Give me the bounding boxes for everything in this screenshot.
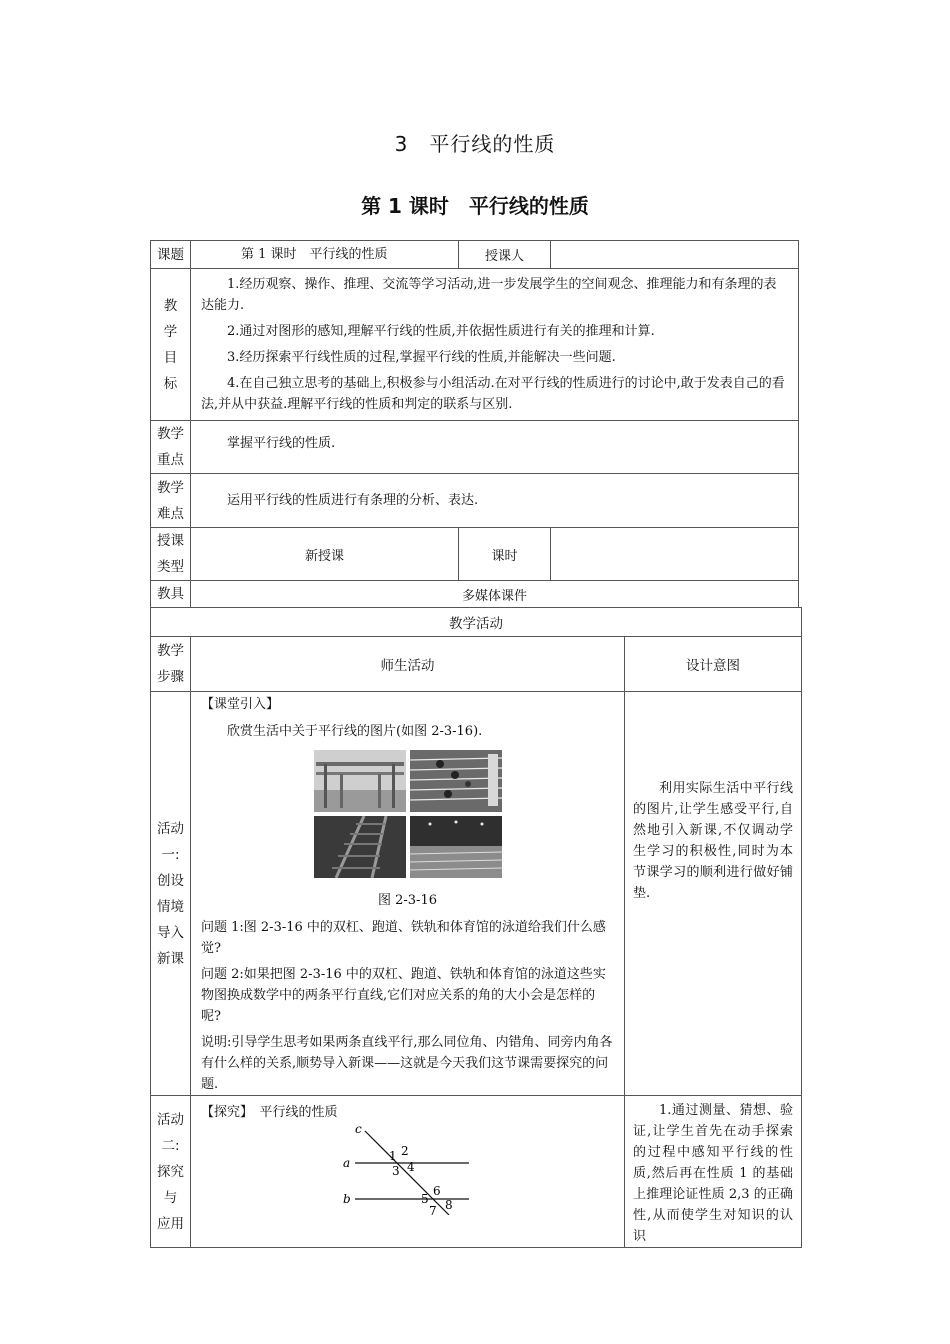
type-label: 授课 类型 [151, 528, 191, 581]
railway-photo [314, 816, 406, 878]
activity-2-label: 活动 二: 探究 与 应用 [151, 1096, 191, 1248]
difficulty-point: 运用平行线的性质进行有条理的分析、表达. [191, 474, 799, 528]
angle-5: 5 [421, 1192, 429, 1206]
parallel-bars-photo [314, 750, 406, 812]
activity-1-content [191, 692, 625, 1096]
transversal-figure [337, 1123, 487, 1215]
goal-item: 3.经历探索平行线性质的过程,掌握平行线的性质,并能解决一些问题. [227, 350, 616, 365]
swimming-pool-photo [410, 816, 502, 878]
lesson-subtitle: 第 1 课时 平行线的性质 [361, 194, 589, 218]
activity-1-intent: 利用实际生活中平行线的图片,让学生感受平行,自然地引入新课,不仅调动学生学习的积极性,同时为本节课学习的顺利进行做好铺垫. [625, 692, 802, 1096]
figure-2-3-16 [314, 750, 502, 878]
angle-3: 3 [392, 1164, 400, 1178]
goals-label: 教 学 目 标 [151, 269, 191, 421]
teacher-label: 授课人 [459, 241, 551, 269]
intro-text: 欣赏生活中关于平行线的图片(如图 2-3-16). [227, 724, 483, 739]
label-c: c [355, 1123, 362, 1136]
activity-2-content [191, 1096, 625, 1248]
label-b: b [343, 1192, 351, 1206]
lesson-title: 3 平行线的性质 [394, 132, 556, 156]
goals-list [191, 269, 799, 421]
question-1: 问题 1:图 2-3-16 中的双杠、跑道、铁轨和体育馆的泳道给我们什么感觉? [201, 920, 606, 956]
angle-2: 2 [401, 1144, 409, 1158]
topic-value: 第 1 课时 平行线的性质 [191, 241, 459, 269]
activity-2-intent: 1.通过测量、猜想、验证,让学生首先在动手探索的过程中感知平行线的性质,然后再在性质 1 的基础上推理论证性质 2,3 的正确性,从而使学生对知识的认识 [625, 1096, 802, 1248]
hours-label: 课时 [459, 528, 551, 581]
type-value: 新授课 [191, 528, 459, 581]
angle-8: 8 [445, 1198, 453, 1212]
angle-1: 1 [389, 1149, 397, 1163]
activities-table [150, 607, 802, 1248]
col-intent: 设计意图 [625, 637, 802, 692]
topic-label: 课题 [151, 241, 191, 269]
hours-value [551, 528, 799, 581]
difficulty-label: 教学 难点 [151, 474, 191, 528]
label-a: a [343, 1156, 351, 1170]
col-step: 教学 步骤 [151, 637, 191, 692]
tools-label: 教具 [151, 581, 191, 608]
angle-4: 4 [407, 1160, 415, 1174]
key-label: 教学 重点 [151, 421, 191, 474]
teacher-value [551, 241, 799, 269]
lesson-info-table [150, 240, 799, 608]
section-heading: 【探究】 平行线的性质 [201, 1105, 338, 1120]
tools-value: 多媒体课件 [191, 581, 799, 608]
running-track-photo [410, 750, 502, 812]
goal-item: 4.在自己独立思考的基础上,积极参与小组活动.在对平行线的性质进行的讨论中,敢于发表自己的看法,并从中获益.理解平行线的性质和判定的联系与区别. [201, 376, 785, 412]
key-point: 掌握平行线的性质. [191, 421, 799, 474]
question-2: 问题 2:如果把图 2-3-16 中的双杠、跑道、铁轨和体育馆的泳道这些实物图换成数学中的两条平行直线,它们对应关系的角的大小会是怎样的呢? [201, 967, 606, 1024]
angle-7: 7 [429, 1204, 437, 1215]
activities-title: 教学活动 [151, 608, 802, 637]
note-text: 说明:引导学生思考如果两条直线平行,那么同位角、内错角、同旁内角各有什么样的关系,顺势导入新课——这就是今天我们这节课需要探究的问题. [201, 1035, 613, 1092]
figure-caption: 图 2-3-16 [377, 893, 437, 908]
angle-6: 6 [433, 1184, 441, 1198]
activity-1-label: 活动 一: 创设 情境 导入 新课 [151, 692, 191, 1096]
col-activity: 师生活动 [191, 637, 625, 692]
goal-item: 2.通过对图形的感知,理解平行线的性质,并依据性质进行有关的推理和计算. [227, 324, 655, 339]
section-heading: 【课堂引入】 [201, 697, 280, 712]
goal-item: 1.经历观察、操作、推理、交流等学习活动,进一步发展学生的空间观念、推理能力和有条理的表达能力. [201, 277, 777, 313]
